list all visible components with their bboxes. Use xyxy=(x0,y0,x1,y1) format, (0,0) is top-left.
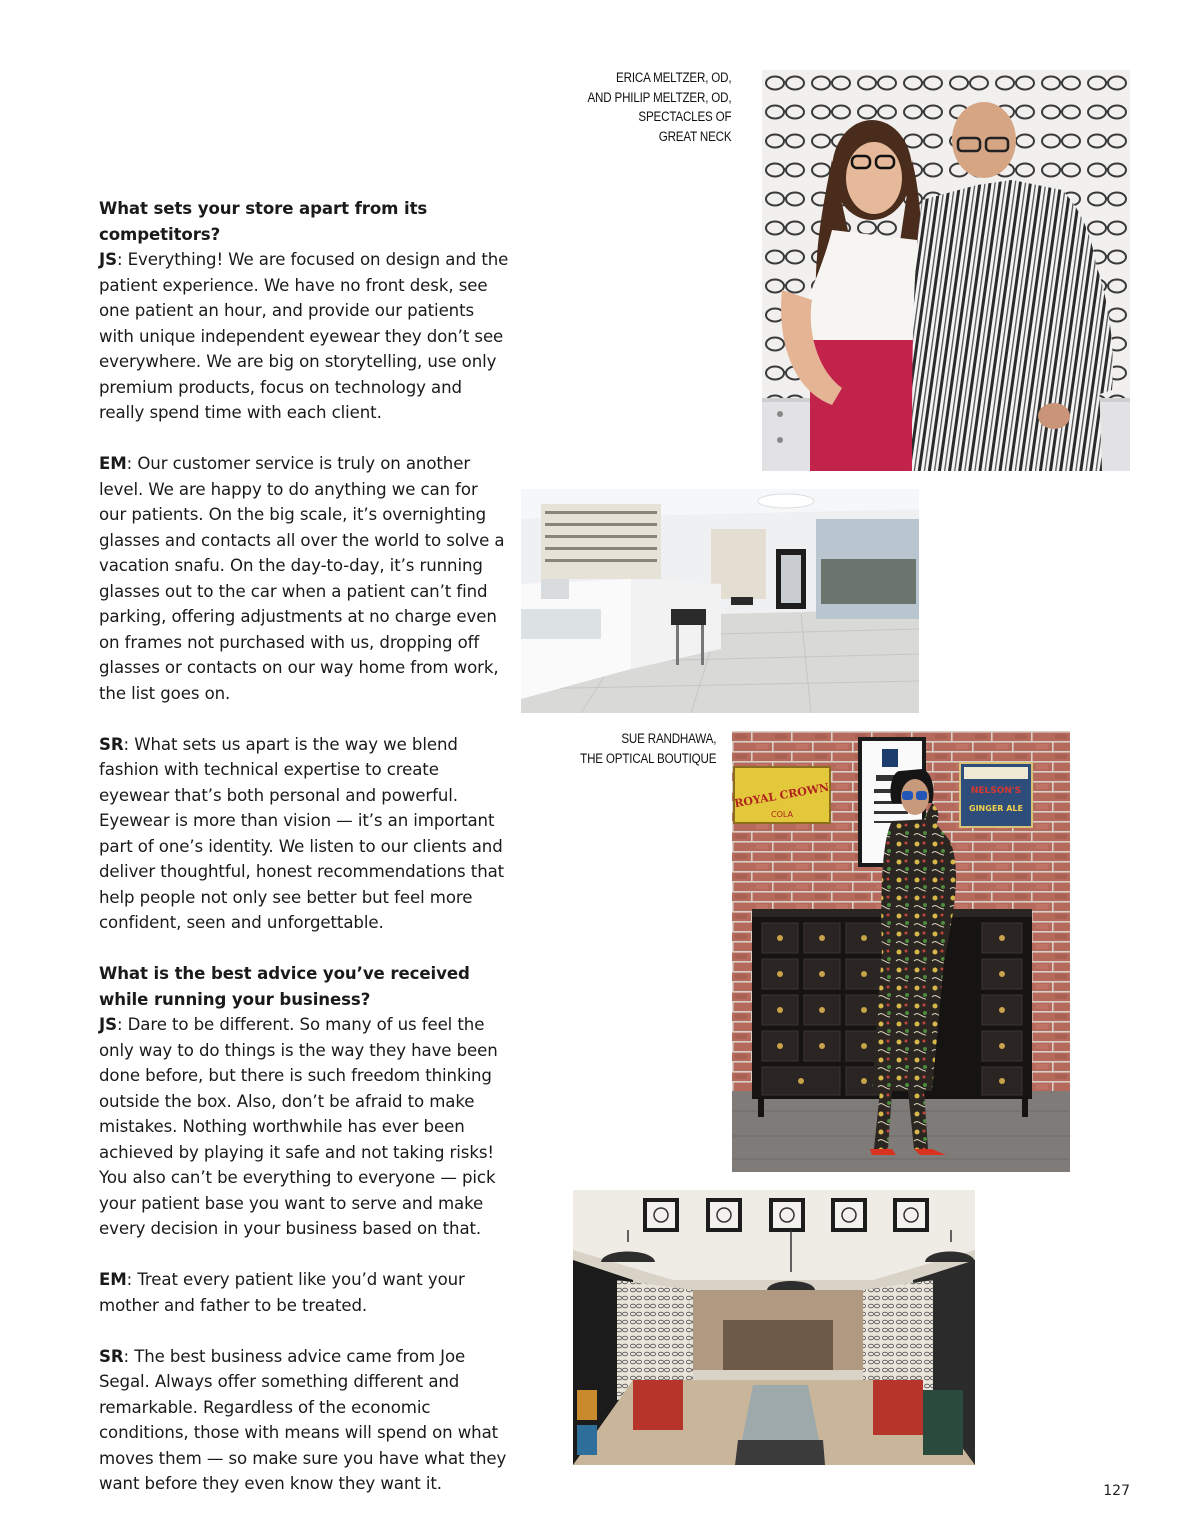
qa-block-6 xyxy=(99,1344,509,1497)
caption-line: AND PHILIP MELTZER, OD, xyxy=(587,89,731,105)
qa-block-1 xyxy=(99,196,509,426)
photo-randhawa-portrait xyxy=(732,731,1070,1172)
photo-boutique-interior xyxy=(573,1190,975,1465)
question-heading: What is the best advice you’ve received while running your business? xyxy=(99,964,470,1009)
caption-line: THE OPTICAL BOUTIQUE xyxy=(579,750,716,766)
sign-ginger-ale: GINGER ALE xyxy=(969,804,1023,813)
qa-block-2 xyxy=(99,451,509,706)
speaker-initials: JS xyxy=(99,1015,117,1034)
caption-line: SUE RANDHAWA, xyxy=(621,731,716,746)
qa-block-4 xyxy=(99,961,509,1242)
question-heading: What sets your store apart from its competitors? xyxy=(99,199,428,244)
sign-nelsons: NELSON'S xyxy=(970,786,1022,796)
speaker-initials: JS xyxy=(99,250,117,269)
page-number: 127 xyxy=(1103,1483,1130,1499)
photo-meltzer-portrait xyxy=(762,70,1130,471)
caption-line: ERICA MELTZER, OD, xyxy=(615,70,731,85)
caption-line: GREAT NECK xyxy=(658,128,731,144)
speaker-initials: SR xyxy=(99,734,124,754)
photo-caption-randhawa xyxy=(580,729,716,768)
answer-text: : Everything! We are focused on design and the patient experience. We have no front desk, see one patient an hour, and provide our patients with unique independent eyewear they don’t see everywhere. We are big on storytelling, use only premium products, focus on technology and really spend time with each client. xyxy=(99,250,509,422)
answer-text: : What sets us apart is the way we blend fashion with technical expertise to create eyewear that’s both personal and powerful. Eyewear is more than vision — it’s an important part of one’s identity. We listen to our clients and deliver thoughtful, honest recommendations that help people not only see better but feel more confident, seen and unforgettable. xyxy=(99,734,505,932)
answer-text: : Our customer service is truly on another level. We are happy to do anything we can for our patients. On the big scale, it’s overnighting glasses and contacts all over the world to solve a vacation snafu. On the day-to-day, it’s running glasses out to the car when a patient can’t find parking, offering adjustments at no charge even on frames not purchased with us, dropping off glasses or contacts on our way home from work, the list goes on. xyxy=(99,454,505,703)
sign-cola: COLA xyxy=(771,810,793,819)
photo-caption-meltzer xyxy=(587,68,731,146)
answer-text: : Dare to be different. So many of us feel the only way to do things is the way they have been done before, but there is such freedom thinking outside the box. Also, don’t be afraid to make mistakes. Nothing worthwhile has ever been achieved by playing it safe and not taking risks! You also can’t be everything to everyone — pick your patient base you want to serve and make every decision in your business based on that. xyxy=(99,1015,498,1238)
answer-text: : The best business advice came from Joe Segal. Always offer something different and remarkable. Regardless of the economic conditions, those with means will spend on what moves them — so make sure you have what they want before they even know they want it. xyxy=(99,1346,507,1493)
speaker-initials: EM xyxy=(99,454,127,473)
speaker-initials: EM xyxy=(99,1270,127,1289)
answer-text: : Treat every patient like you’d want your mother and father to be treated. xyxy=(99,1270,465,1315)
qa-block-3 xyxy=(99,732,509,936)
photo-store-interior xyxy=(521,489,919,713)
sign-royal-crown: ROYAL CROWN xyxy=(733,780,831,811)
article-body xyxy=(99,196,509,1522)
caption-line: SPECTACLES OF xyxy=(637,109,731,124)
speaker-initials: SR xyxy=(99,1346,124,1366)
qa-block-5 xyxy=(99,1267,509,1318)
